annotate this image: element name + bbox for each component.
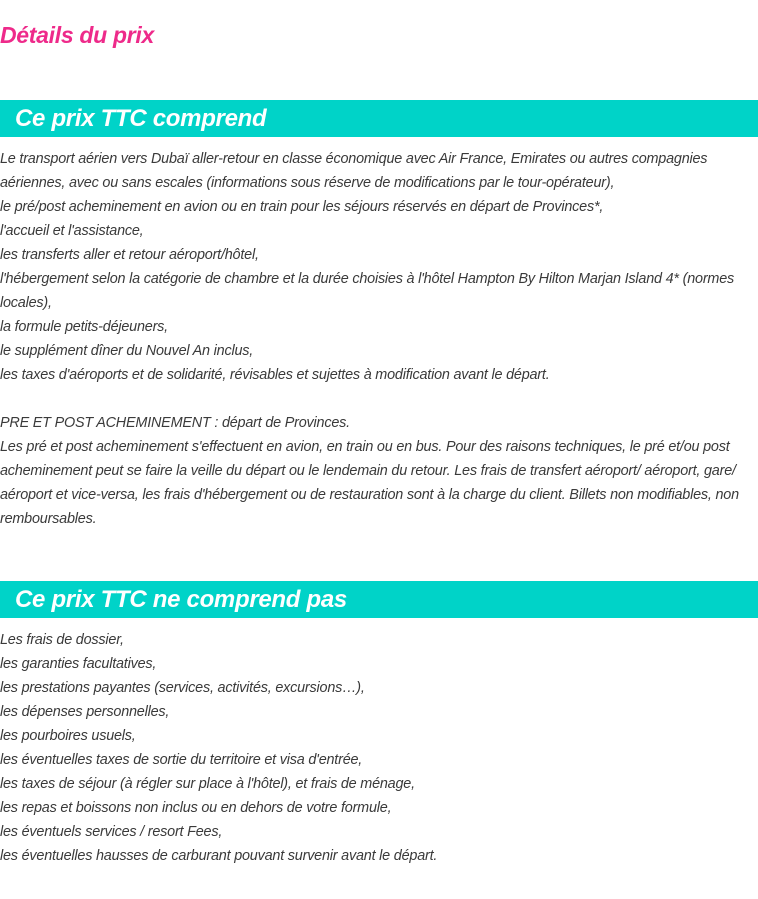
included-item: les taxes d'aéroports et de solidarité, révisables et sujettes à modification avant le départ. bbox=[0, 367, 550, 383]
included-section-heading: Ce prix TTC comprend bbox=[15, 105, 267, 132]
included-item: l'hébergement selon la catégorie de chambre et la durée choisies à l'hôtel Hampton By Hilton Marjan Island 4* (normes locales), bbox=[0, 271, 735, 311]
excluded-section-heading: Ce prix TTC ne comprend pas bbox=[15, 586, 347, 613]
excluded-item: les taxes de séjour (à régler sur place à l'hôtel), et frais de ménage, bbox=[0, 776, 415, 792]
pre-post-transport-note bbox=[0, 411, 758, 531]
excluded-item: les éventuelles taxes de sortie du territoire et visa d'entrée, bbox=[0, 752, 363, 768]
included-item: le supplément dîner du Nouvel An inclus, bbox=[0, 343, 254, 359]
excluded-item: les prestations payantes (services, activités, excursions…), bbox=[0, 680, 365, 696]
included-section-header bbox=[0, 100, 758, 137]
excluded-item: les dépenses personnelles, bbox=[0, 704, 170, 720]
included-item: le pré/post acheminement en avion ou en train pour les séjours réservés en départ de Provinces*, bbox=[0, 199, 604, 215]
excluded-item: Les frais de dossier, bbox=[0, 632, 124, 648]
excluded-section-header bbox=[0, 581, 758, 618]
included-items-list bbox=[0, 147, 758, 387]
included-item: l'accueil et l'assistance, bbox=[0, 223, 144, 239]
pre-post-text: Les pré et post acheminement s'effectuent en avion, en train ou en bus. Pour des raisons techniques, le pré et/ou post acheminement peut se faire la veille du départ ou le lendemain du retour. Les frais de transfert aéroport/ aéroport, gare/ aéroport et vice-versa, les frais d'hébergement ou de restauration sont à la charge du client. Billets non modifiables, non remboursables. bbox=[0, 439, 739, 527]
excluded-item: les repas et boissons non inclus ou en dehors de votre formule, bbox=[0, 800, 392, 816]
included-item: Le transport aérien vers Dubaï aller-retour en classe économique avec Air France, Emirates ou autres compagnies aériennes, avec ou sans escales (informations sous réserve de modifications par le tour-opérateur), bbox=[0, 151, 708, 191]
pre-post-title: PRE ET POST ACHEMINEMENT : départ de Provinces. bbox=[0, 415, 350, 431]
excluded-item: les garanties facultatives, bbox=[0, 656, 157, 672]
page-title: Détails du prix bbox=[0, 22, 154, 48]
included-item: les transferts aller et retour aéroport/hôtel, bbox=[0, 247, 259, 263]
excluded-item: les éventuelles hausses de carburant pouvant survenir avant le départ. bbox=[0, 848, 438, 864]
excluded-items-list bbox=[0, 628, 758, 868]
excluded-item: les éventuels services / resort Fees, bbox=[0, 824, 223, 840]
excluded-item: les pourboires usuels, bbox=[0, 728, 136, 744]
included-item: la formule petits-déjeuners, bbox=[0, 319, 168, 335]
